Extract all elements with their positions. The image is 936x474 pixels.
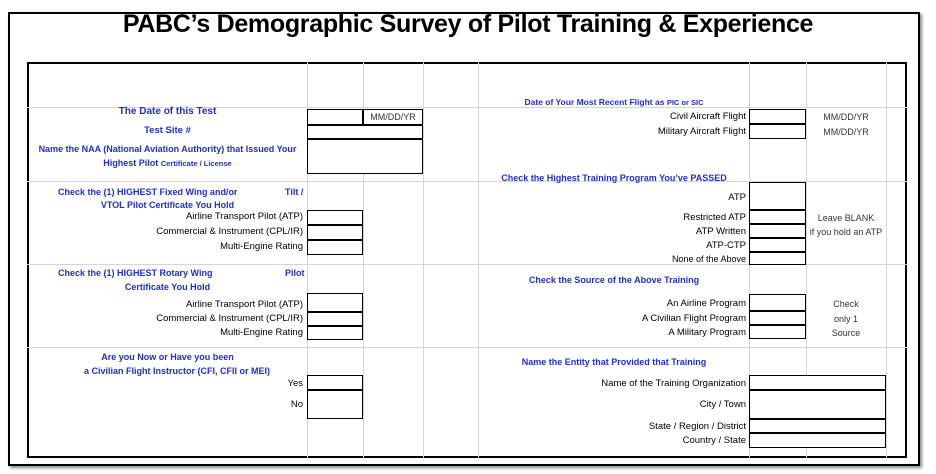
recent-flight-label-small: PIC or SIC <box>666 98 704 107</box>
entity-field-country-label: Country / State <box>682 435 746 446</box>
naa-label-main: Highest Pilot <box>103 158 159 168</box>
program-option-atp-ctp: ATP-CTP <box>706 240 746 251</box>
program-none-checkbox[interactable] <box>749 252 806 265</box>
military-flight-date-input[interactable] <box>749 124 806 139</box>
fixed-wing-option-multi: Multi-Engine Rating <box>220 241 303 252</box>
page-title: PABC’s Demographic Survey of Pilot Training & Experience <box>122 10 814 38</box>
rotary-cpl-checkbox[interactable] <box>307 312 363 326</box>
naa-label-line2 <box>30 157 305 170</box>
check-note-line2: only 1 <box>833 314 859 324</box>
program-option-atp: ATP <box>728 192 746 203</box>
cfi-label-line2: a Civilian Flight Instructor (CFI, CFII or MEI) <box>84 366 271 376</box>
highest-program-label: Check the Highest Training Program You’ve PASSED <box>501 173 727 183</box>
cfi-yes-label: Yes <box>287 378 303 389</box>
program-atp-ctp-checkbox[interactable] <box>749 238 806 252</box>
rotary-option-cpl: Commercial & Instrument (CPL/IR) <box>156 313 303 324</box>
naa-label-small: Certificate / License <box>160 159 232 168</box>
source-civilian-checkbox[interactable] <box>749 311 806 325</box>
leave-blank-note-line2: if you hold an ATP <box>809 227 883 237</box>
program-option-restricted-atp: Restricted ATP <box>683 212 746 223</box>
recent-flight-label-main: Date of Your Most Recent Flight as <box>524 97 665 107</box>
rotary-label-line1: Check the (1) HIGHEST Rotary Wing <box>58 268 213 278</box>
naa-input[interactable] <box>307 139 423 174</box>
grid-line <box>478 62 479 458</box>
fixed-wing-label-line1: Check the (1) HIGHEST Fixed Wing and/or <box>58 187 238 197</box>
leave-blank-note-line1: Leave BLANK <box>817 213 875 223</box>
training-org-name-input[interactable] <box>749 375 886 390</box>
test-date-format: MM/DD/YR <box>370 112 416 122</box>
fixed-wing-option-cpl: Commercial & Instrument (CPL/IR) <box>156 226 303 237</box>
training-org-city-input[interactable] <box>749 390 886 419</box>
date-of-test-label: The Date of this Test <box>118 106 217 117</box>
civil-flight-label: Civil Aircraft Flight <box>669 111 746 122</box>
source-military-checkbox[interactable] <box>749 325 806 339</box>
fixed-wing-option-atp: Airline Transport Pilot (ATP) <box>185 211 303 222</box>
rotary-label-line2: Certificate You Hold <box>124 282 211 292</box>
grid-line <box>423 62 424 458</box>
test-site-label: Test Site # <box>144 125 191 136</box>
cfi-label-line1: Are you Now or Have you been <box>101 352 234 362</box>
check-note-line1: Check <box>833 299 859 309</box>
entity-field-city-label: City / Town <box>699 399 746 410</box>
cfi-no-label: No <box>290 399 303 410</box>
test-site-input[interactable] <box>307 125 423 139</box>
program-option-none: None of the Above <box>671 254 746 264</box>
fixed-wing-cpl-checkbox[interactable] <box>307 225 363 240</box>
source-option-airline: An Airline Program <box>666 298 746 309</box>
entity-field-name-label: Name of the Training Organization <box>601 378 746 389</box>
fixed-wing-atp-checkbox[interactable] <box>307 210 363 225</box>
military-flight-date-format: MM/DD/YR <box>823 127 869 137</box>
military-flight-label: Military Aircraft Flight <box>657 126 746 137</box>
program-option-atp-written: ATP Written <box>695 226 746 237</box>
rotary-option-atp: Airline Transport Pilot (ATP) <box>185 299 303 310</box>
check-note-line3: Source <box>831 328 861 338</box>
source-label: Check the Source of the Above Training <box>528 275 700 285</box>
rotary-multi-checkbox[interactable] <box>307 326 363 340</box>
entity-label: Name the Entity that Provided that Training <box>521 357 707 367</box>
rotary-label-pilot: Pilot <box>285 268 305 278</box>
program-atp-written-checkbox[interactable] <box>749 224 806 238</box>
civil-flight-date-input[interactable] <box>749 109 806 124</box>
naa-label-line1: Name the NAA (National Aviation Authority) that Issued Your <box>38 144 297 154</box>
grid-line <box>27 347 907 348</box>
cfi-no-checkbox[interactable] <box>307 390 363 419</box>
source-option-civilian: A Civilian Flight Program <box>641 313 746 324</box>
test-date-input[interactable] <box>307 109 363 125</box>
program-restricted-atp-checkbox[interactable] <box>749 210 806 224</box>
source-option-military: A Military Program <box>668 327 746 338</box>
fixed-wing-multi-checkbox[interactable] <box>307 240 363 255</box>
grid-line <box>886 62 887 458</box>
fixed-wing-label-line2: VTOL Pilot Certificate You Hold <box>100 200 235 210</box>
civil-flight-date-format: MM/DD/YR <box>823 112 869 122</box>
program-atp-checkbox[interactable] <box>749 182 806 210</box>
recent-flight-label <box>480 96 748 109</box>
source-airline-checkbox[interactable] <box>749 294 806 311</box>
training-org-state-input[interactable] <box>749 419 886 433</box>
rotary-option-multi: Multi-Engine Rating <box>220 327 303 338</box>
rotary-atp-checkbox[interactable] <box>307 293 363 312</box>
cfi-yes-checkbox[interactable] <box>307 375 363 390</box>
fixed-wing-label-tilt: Tilt / <box>285 187 304 197</box>
entity-field-state-label: State / Region / District <box>648 421 746 432</box>
training-org-country-input[interactable] <box>749 433 886 448</box>
